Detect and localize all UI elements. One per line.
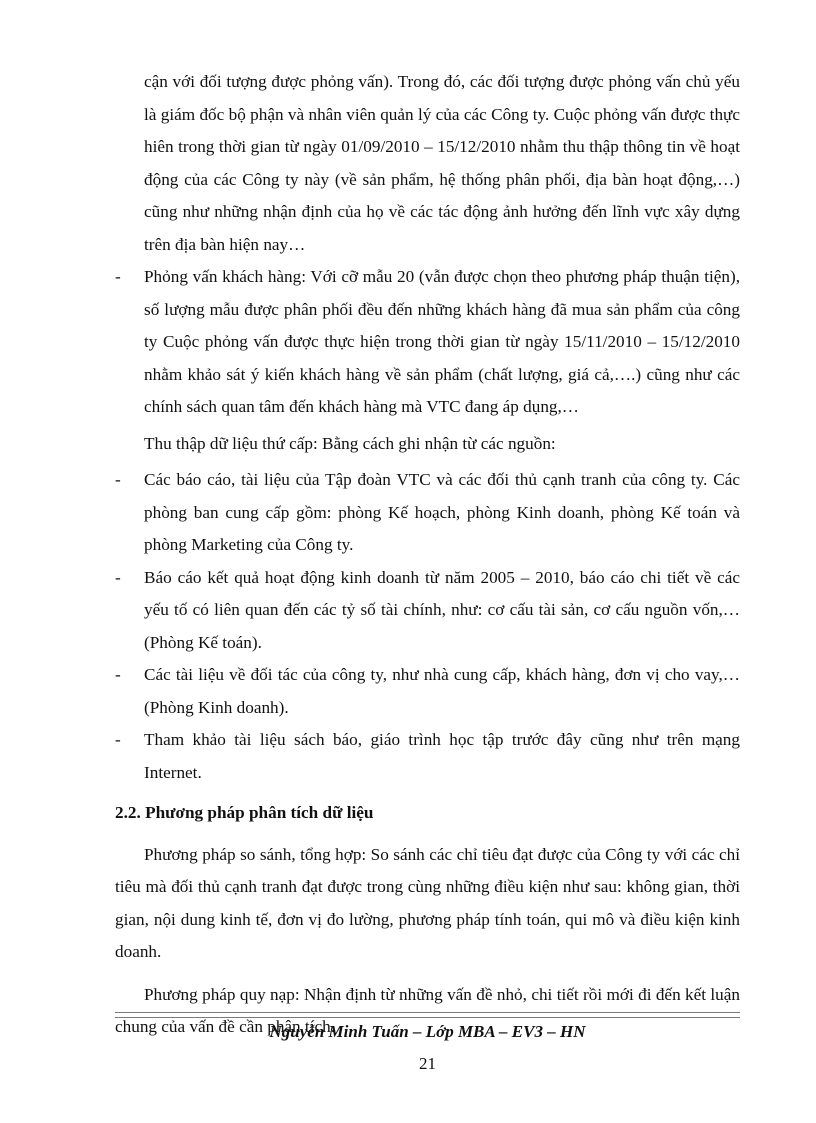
list-dash: - bbox=[115, 730, 121, 749]
list-dash: - bbox=[115, 267, 121, 286]
secondary-data-intro: Thu thập dữ liệu thứ cấp: Bằng cách ghi nhận từ các nguồn: bbox=[144, 433, 556, 453]
list-item-text: Tham khảo tài liệu sách báo, giáo trình học tập trước đây cũng như trên mạng Internet. bbox=[144, 730, 740, 782]
continuation-paragraph: cận với đối tượng được phỏng vấn). Trong đó, các đối tượng được phỏng vấn chủ yếu là giám đốc bộ phận và nhân viên quản lý của các Công ty. Cuộc phỏng vấn được thực hiên trong thời gian từ ngày 01/09/2010 – 15/12/2010 nhằm thu thập thông tin về hoạt động của các Công ty này (về sản phẩm, hệ thống phân phối, địa bàn hoạt động,…) cũng như những nhận định của họ về các tác động ảnh hưởng đến lĩnh vực xây dựng trên địa bàn hiện nay… bbox=[144, 72, 740, 254]
list-item bbox=[115, 659, 740, 724]
list-item bbox=[115, 724, 740, 789]
list-item bbox=[115, 562, 740, 660]
list-item-text: Phỏng vấn khách hàng: Với cỡ mẫu 20 (vẫn được chọn theo phương pháp thuận tiện), số lượng mẫu được phân phối đều đến những khách hàng đã mua sản phẩm của công ty Cuộc phỏng vấn được thực hiện trong thời gian từ ngày 15/11/2010 – 15/12/2010 nhằm khảo sát ý kiến khách hàng về sản phẩm (chất lượng, giá cả,….) cũng như các chính sách quan tâm đến khách hàng mà VTC đang áp dụng,… bbox=[144, 267, 740, 416]
list-dash: - bbox=[115, 665, 121, 684]
list-item-text: Báo cáo kết quả hoạt động kinh doanh từ năm 2005 – 2010, báo cáo chi tiết về các yếu tố có liên quan đến các tỷ số tài chính, như: cơ cấu tài sản, cơ cấu nguồn vốn,…(Phòng Kế toán). bbox=[144, 567, 740, 652]
list-item bbox=[115, 464, 740, 562]
list-dash: - bbox=[115, 567, 121, 587]
list-item-text: Các báo cáo, tài liệu của Tập đoàn VTC và các đối thủ cạnh tranh của công ty. Các phòng ban cung cấp gồm: phòng Kế hoạch, phòng Kinh doanh, phòng Kế toán và phòng Marketing của Công ty. bbox=[144, 470, 740, 554]
list-item-text: Các tài liệu về đối tác của công ty, như nhà cung cấp, khách hàng, đơn vị cho vay,…(Phòng Kinh doanh). bbox=[144, 665, 740, 717]
section-heading: 2.2. Phương pháp phân tích dữ liệu bbox=[115, 803, 374, 822]
page-body bbox=[115, 66, 740, 1044]
list-item bbox=[115, 261, 740, 424]
list-dash: - bbox=[115, 470, 121, 489]
footer-divider bbox=[115, 1012, 740, 1018]
body-paragraph: Phương pháp so sánh, tổng hợp: So sánh các chỉ tiêu đạt được của Công ty với các chỉ tiêu mà đối thủ cạnh tranh đạt được trong cùng những điều kiện như sau: không gian, thời gian, nội dung kinh tế, đơn vị đo lường, phương pháp tính toán, qui mô và điều kiện kinh doanh. bbox=[115, 844, 740, 961]
body-paragraph: Phương pháp quy nạp: Nhận định từ những vấn đề nhỏ, chi tiết rồi mới đi đến kết luận chung của vấn đề cần phân tích. bbox=[115, 984, 740, 1036]
page-number: 21 bbox=[419, 1054, 436, 1073]
footer-author-line: Nguyễn Minh Tuấn – Lớp MBA – EV3 – HN bbox=[269, 1022, 586, 1041]
